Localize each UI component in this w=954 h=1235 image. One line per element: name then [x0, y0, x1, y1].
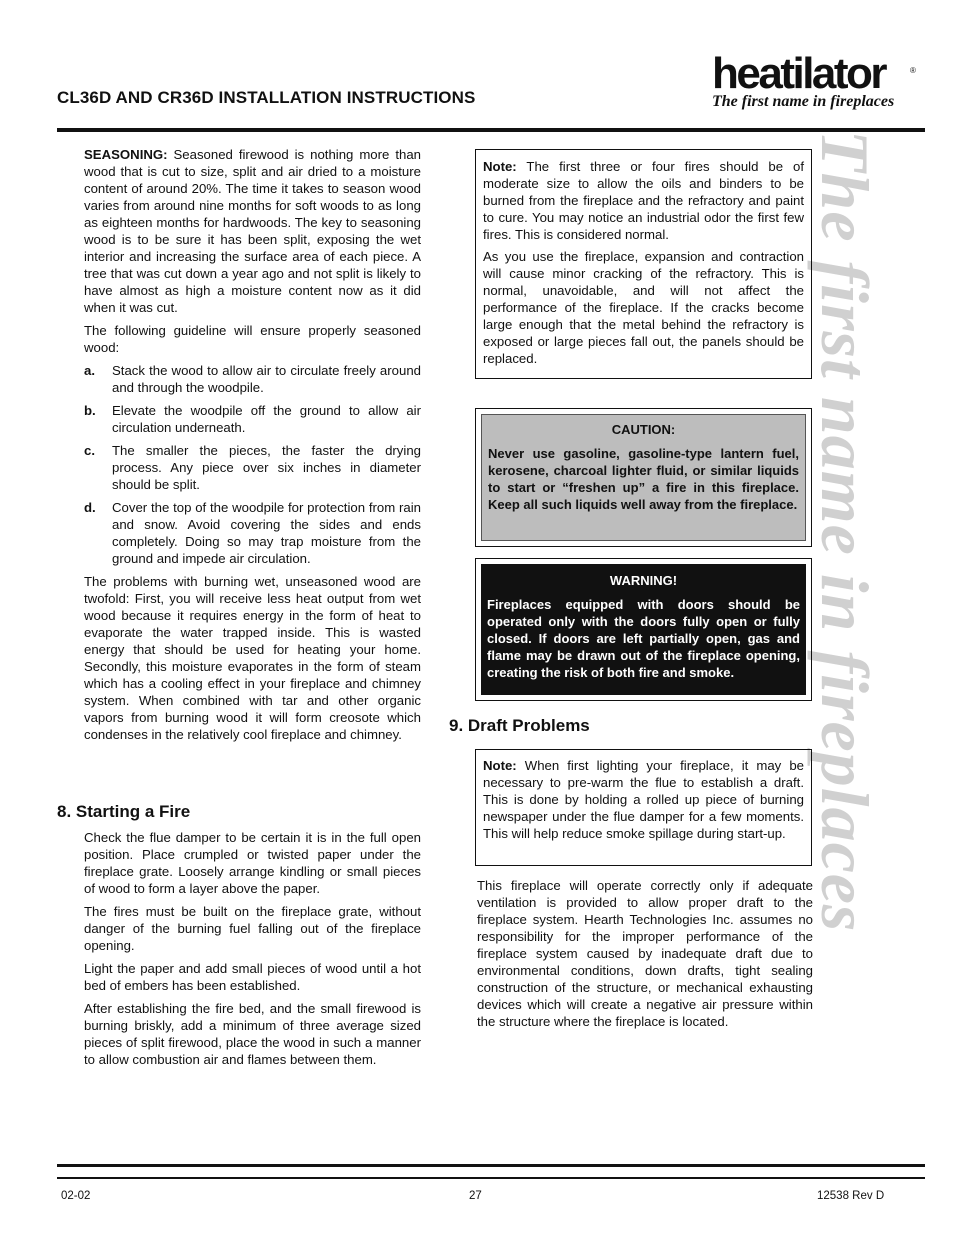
- seasoning-paragraph: [84, 146, 421, 316]
- list-text: Stack the wood to allow air to circulate freely around and through the woodpile.: [112, 363, 421, 395]
- list-item: [84, 442, 421, 493]
- warning-title: WARNING!: [609, 573, 678, 588]
- warning-panel: [481, 564, 806, 695]
- list-item: [84, 402, 421, 436]
- list-letter: a.: [84, 363, 95, 378]
- note-paragraph-2: As you use the fireplace, expansion and contraction will cause minor cracking of the refractory. This is normal, unavoidable, and will not affect the performance of the fireplace. If the cracks become large enough that the metal behind the refractory is exposed or large pieces fall out, the panels should be replaced.: [483, 249, 804, 366]
- seasoning-lead: SEASONING:: [84, 147, 168, 162]
- note-text: The first three or four fires should be of moderate size to allow the oils and binders to be burned from the fireplace and the refractory and paint to cure. You may notice an industrial odor the first few fires. This is considered normal.: [483, 159, 804, 242]
- footer-rule-thin: [57, 1177, 925, 1179]
- caution-text: Never use gasoline, gasoline-type lantern fuel, kerosene, charcoal lighter fluid, or similar liquids to start or “freshen up” a fire in this fireplace. Keep all such liquids well away from the fireplace.: [488, 446, 799, 512]
- footer-date: 02-02: [61, 1190, 91, 1202]
- note-text: When first lighting your fireplace, it may be necessary to pre-warm the flue to establish a draft. This is done by holding a rolled up piece of burning newspaper under the flue damper for a few moments. This will help reduce smoke spillage during start-up.: [483, 758, 804, 841]
- heatilator-logo: [712, 49, 922, 114]
- list-text: Elevate the woodpile off the ground to allow air circulation underneath.: [112, 403, 421, 435]
- footer-rule: [57, 1164, 925, 1167]
- list-text: Cover the top of the woodpile for protection from rain and snow. Avoid covering the sides and ends completely. Doing so may trap moisture from the ground and impede air circulation.: [112, 500, 421, 566]
- page-number: 27: [469, 1190, 482, 1202]
- watermark-text: The first name in fireplaces: [807, 130, 883, 933]
- logo-tagline: The first name in fireplaces: [712, 93, 895, 110]
- starting-fire-section: [84, 829, 421, 1074]
- caution-box: [475, 408, 812, 547]
- note-lead: Note:: [483, 159, 517, 174]
- starting-fire-heading: 8. Starting a Fire: [57, 802, 191, 821]
- draft-problems-heading: 9. Draft Problems: [449, 716, 590, 735]
- note-box-draft: [475, 749, 812, 866]
- caution-title: CAUTION:: [611, 422, 676, 437]
- guideline-paragraph: The following guideline will ensure properly seasoned wood:: [84, 323, 421, 355]
- note-box-first-fires: [475, 149, 812, 379]
- starting-paragraph: The fires must be built on the fireplace grate, without danger of the burning fuel falling out of the fireplace opening.: [84, 904, 421, 953]
- list-text: The smaller the pieces, the faster the drying process. Any piece over six inches in diameter should be split.: [112, 443, 421, 492]
- caution-panel: [481, 414, 806, 541]
- warning-text: Fireplaces equipped with doors should be operated only with the doors fully open or fully closed. If doors are left partially open, gas and flame may be drawn out of the fireplace opening, creating the risk of both fire and smoke.: [487, 597, 800, 680]
- starting-paragraph: Light the paper and add small pieces of wood until a hot bed of embers has been established.: [84, 961, 421, 993]
- list-item: [84, 499, 421, 567]
- logo-registered-mark: ®: [910, 66, 916, 75]
- list-letter: b.: [84, 403, 96, 418]
- starting-paragraph: After establishing the fire bed, and the small firewood is burning briskly, add a minimum of three average sized pieces of split firewood, place the wood in such a manner to allow combustion air and flames between them.: [84, 1001, 421, 1067]
- seasoning-section: [84, 146, 421, 749]
- list-letter: d.: [84, 500, 96, 515]
- starting-paragraph: Check the flue damper to be certain it is in the full open position. Place crumpled or twisted paper under the fireplace grate. Loosely arrange kindling or small pieces of wood to form a layer above the paper.: [84, 830, 421, 896]
- seasoning-text: Seasoned firewood is nothing more than wood that is cut to size, split and air dried to a moisture content of around 20%. The time it takes to season wood varies from around nine months for soft woods to as long as eighteen months for hardwoods. The key to seasoning wood is to be sure it has been split, exposing the wet interior and increasing the surface area of each piece. A tree that was cut down a year ago and not split is likely to have almost as high a moisture content now as it did when it was cut.: [84, 147, 421, 315]
- list-item: [84, 362, 421, 396]
- wet-wood-paragraph: The problems with burning wet, unseasoned wood are twofold: First, you will receive less heat output from wet wood because it requires energy in the form of heat to evaporate the water trapped inside. This is wasted energy that should be used for heating your home. Secondly, this moisture evaporates in the form of steam which has a cooling effect in your fireplace and chimney system. When combined with tar and other organic vapors from burning wood it will form creosote which condenses in the relatively cool fireplace and chimney.: [84, 574, 421, 742]
- note-lead: Note:: [483, 758, 517, 773]
- list-letter: c.: [84, 443, 95, 458]
- document-number: 12538 Rev D: [817, 1190, 885, 1202]
- logo-word: heatilator: [712, 49, 886, 98]
- header-rule: [57, 128, 925, 132]
- note-paragraph: [483, 158, 804, 243]
- warning-box: [475, 558, 812, 701]
- page-title: CL36D AND CR36D INSTALLATION INSTRUCTIONS: [57, 88, 476, 107]
- draft-body-paragraph: This fireplace will operate correctly only if adequate ventilation is provided to allow proper draft to the fireplace system. Hearth Technologies Inc. assumes no responsibility for the improper performance of the fireplace system caused by inadequate draft due to environmental conditions, down drafts, tight sealing construction of the structure, or mechanical exhausting devices which will create a negative air pressure within the structure where the fireplace is located.: [477, 878, 813, 1029]
- guideline-list: [84, 362, 421, 567]
